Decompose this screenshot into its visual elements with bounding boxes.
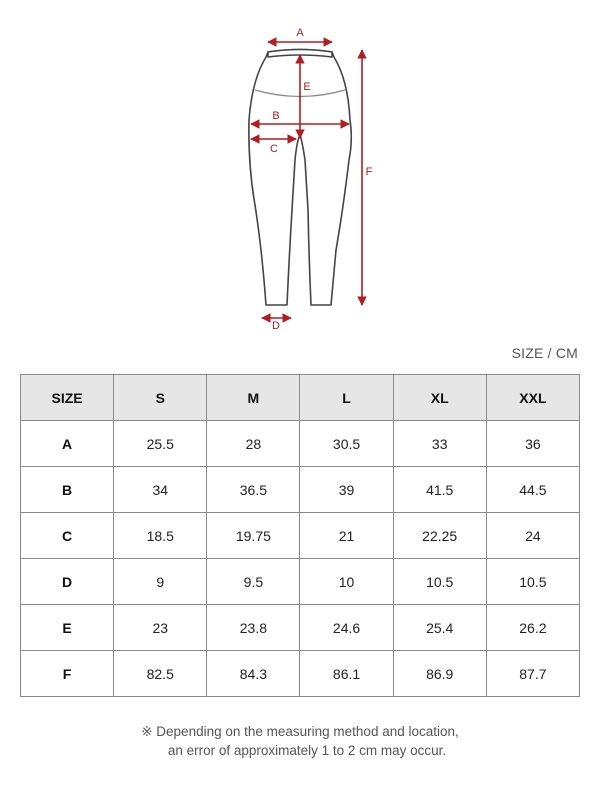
table-row [21, 651, 580, 697]
table-cell: 86.9 [393, 651, 486, 697]
measurement-footnote [0, 722, 600, 760]
table-cell: 19.75 [207, 513, 300, 559]
table-cell: 23 [114, 605, 207, 651]
table-cell: 9 [114, 559, 207, 605]
table-cell: 87.7 [486, 651, 579, 697]
label-a: A [296, 27, 304, 39]
row-label: D [21, 559, 114, 605]
table-cell: 18.5 [114, 513, 207, 559]
table-cell: 44.5 [486, 467, 579, 513]
table-cell: 26.2 [486, 605, 579, 651]
header-l: L [300, 375, 393, 421]
header-s: S [114, 375, 207, 421]
table-cell: 36.5 [207, 467, 300, 513]
row-label: A [21, 421, 114, 467]
table-cell: 30.5 [300, 421, 393, 467]
table-row [21, 513, 580, 559]
table-cell: 33 [393, 421, 486, 467]
size-chart-table [20, 374, 580, 697]
label-d: D [272, 320, 280, 332]
table-cell: 28 [207, 421, 300, 467]
label-c: C [270, 143, 278, 155]
table-cell: 36 [486, 421, 579, 467]
row-label: F [21, 651, 114, 697]
table-row [21, 559, 580, 605]
table-cell: 10 [300, 559, 393, 605]
table-cell: 24.6 [300, 605, 393, 651]
table-cell: 82.5 [114, 651, 207, 697]
table-cell: 34 [114, 467, 207, 513]
table-row [21, 605, 580, 651]
table-cell: 86.1 [300, 651, 393, 697]
table-cell: 84.3 [207, 651, 300, 697]
table-header-row [21, 375, 580, 421]
table-cell: 23.8 [207, 605, 300, 651]
table-cell: 41.5 [393, 467, 486, 513]
table-cell: 39 [300, 467, 393, 513]
table-cell: 10.5 [486, 559, 579, 605]
row-label: B [21, 467, 114, 513]
footnote-line-1: ※ Depending on the measuring method and location, [141, 724, 459, 739]
unit-label: SIZE / CM [511, 345, 578, 361]
table-cell: 10.5 [393, 559, 486, 605]
table-cell: 22.25 [393, 513, 486, 559]
header-xl: XL [393, 375, 486, 421]
header-xxl: XXL [486, 375, 579, 421]
table-cell: 25.5 [114, 421, 207, 467]
table-cell: 24 [486, 513, 579, 559]
label-f: F [365, 166, 373, 178]
header-size: SIZE [21, 375, 114, 421]
table-row [21, 421, 580, 467]
row-label: E [21, 605, 114, 651]
header-m: M [207, 375, 300, 421]
leggings-measurement-diagram [0, 0, 600, 340]
row-label: C [21, 513, 114, 559]
table-cell: 9.5 [207, 559, 300, 605]
label-b: B [272, 110, 280, 122]
footnote-line-2: an error of approximately 1 to 2 cm may occur. [167, 743, 447, 758]
table-cell: 25.4 [393, 605, 486, 651]
table-cell: 21 [300, 513, 393, 559]
table-row [21, 467, 580, 513]
label-e: E [303, 81, 311, 93]
